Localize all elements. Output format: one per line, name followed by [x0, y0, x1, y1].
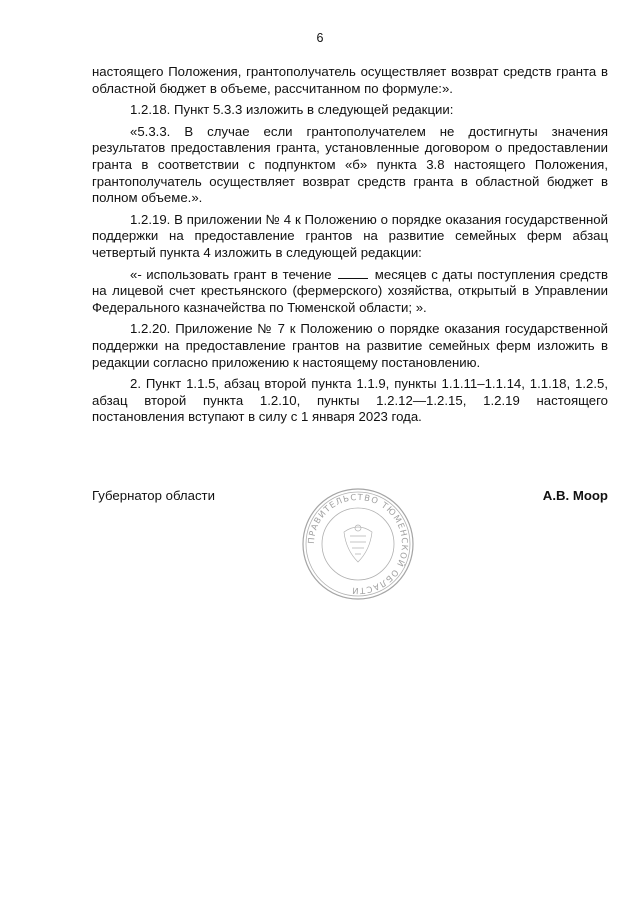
seal-ring-text: ПРАВИТЕЛЬСТВО ТЮМЕНСКОЙ ОБЛАСТИ — [305, 491, 411, 597]
paragraph-grant-usage-quote — [92, 267, 608, 317]
paragraph-2-effective-date: 2. Пункт 1.1.5, абзац второй пункта 1.1.9, пункты 1.1.11–1.1.14, 1.1.18, 1.2.5, абзац второй пункта 1.2.10, пункты 1.2.12—1.2.15, 1.2.19 настоящего постановления вступают в силу с 1 января 2023 года. — [92, 376, 608, 425]
page-number: 6 — [316, 31, 324, 45]
paragraph-1-2-18: 1.2.18. Пункт 5.3.3 изложить в следующей редакции: — [130, 102, 454, 118]
grant-usage-text-after: месяцев с даты поступления средств на лицевой счет крестьянского (фермерского) хозяйства, открытый в Управлении Федерального казначейства по Тюменской области; ». — [92, 266, 608, 315]
signatory-name: А.В. Моор — [542, 488, 608, 503]
signatory-position: Губернатор области — [92, 488, 215, 503]
blank-months-line — [338, 267, 368, 279]
official-seal-stamp — [300, 486, 416, 602]
document-body — [92, 64, 608, 431]
paragraph-1-2-19: 1.2.19. В приложении № 4 к Положению о порядке оказания государственной поддержки на предоставление грантов на развитие семейных ферм абзац четвертый пункта 4 изложить в следующей редакции: — [92, 211, 608, 260]
seal-emblem — [344, 525, 372, 562]
paragraph-5-3-3-quote: «5.3.3. В случае если грантополучателем не достигнуты значения результатов предоставления гранта, установленные договором о предоставлении гранта в соответствии с подпунктом «б» пункта 3.8 настоящего Положения, грантополучатель осуществляет возврат средств гранта в областной бюджет в полном объеме.». — [92, 123, 608, 206]
paragraph-1-2-20: 1.2.20. Приложение № 7 к Положению о порядке оказания государственной поддержки на предоставление грантов на развитие семейных ферм изложить в редакции согласно приложению к настоящему постановлению. — [92, 321, 608, 370]
grant-usage-text-before: «- использовать грант в течение — [130, 266, 332, 282]
paragraph-continuation: настоящего Положения, грантополучатель осуществляет возврат средств гранта в областной бюджет в объеме, рассчитанном по формуле:». — [92, 64, 608, 96]
